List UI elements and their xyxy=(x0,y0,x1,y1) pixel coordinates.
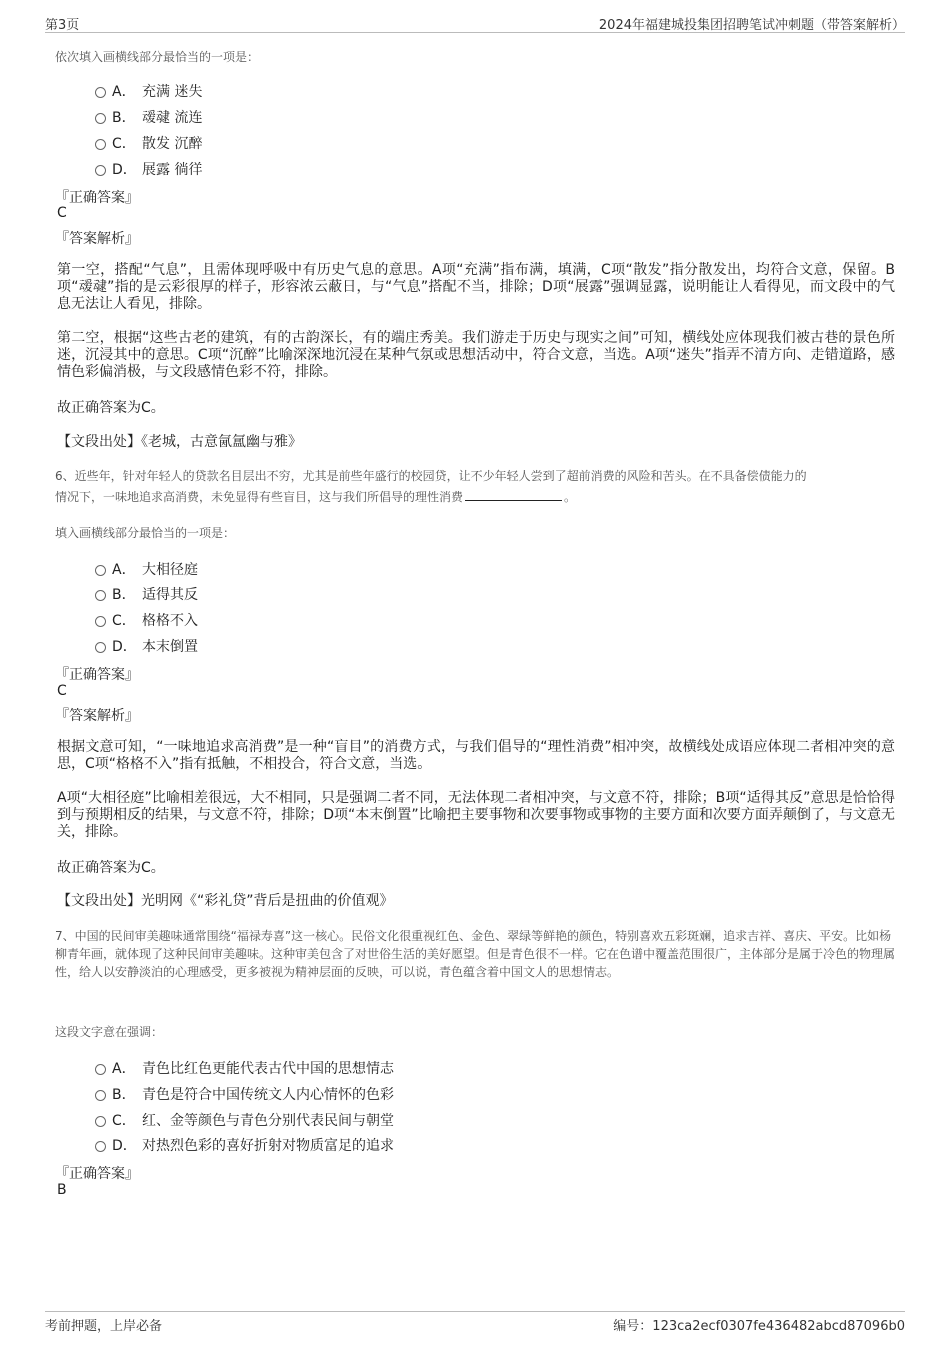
radio-icon[interactable] xyxy=(95,165,106,176)
q7-option-b[interactable]: B． 青色是符合中国传统文人内心情怀的色彩 xyxy=(95,1084,394,1104)
q5-option-c[interactable]: C． 散发 沉醉 xyxy=(95,133,202,153)
q6-option-d[interactable]: D． 本末倒置 xyxy=(95,636,198,656)
page-footer xyxy=(45,1311,905,1334)
radio-icon[interactable] xyxy=(95,616,106,627)
q5-conclusion: 故正确答案为C。 xyxy=(57,400,165,416)
q6-analysis-label: 『答案解析』 xyxy=(55,708,139,724)
q5-option-d[interactable]: D． 展露 徜徉 xyxy=(95,159,202,179)
q5-answer-label: 『正确答案』 xyxy=(55,190,139,206)
q6-prompt: 填入画横线部分最恰当的一项是： xyxy=(55,526,236,540)
q6-analysis-para-2: A项“大相径庭”比喻相差很远，大不相同，只是强调二者不同，无法体现二者相冲突，与文意不符，排除；B项“适得其反”意思是恰恰得到与预期相反的结果，与文意不符，排除；D项“本末倒置”比喻把主要事物和次要事物或事物的主要方面和次要方面弄颠倒了，与文意无关，排除。 xyxy=(57,790,895,840)
q7-option-a[interactable]: A． 青色比红色更能代表古代中国的思想情志 xyxy=(95,1058,394,1078)
q7-answer-label: 『正确答案』 xyxy=(55,1166,139,1182)
radio-icon[interactable] xyxy=(95,113,106,124)
answer-blank xyxy=(465,490,562,501)
q6-option-c[interactable]: C． 格格不入 xyxy=(95,610,198,630)
q6-option-b[interactable]: B． 适得其反 xyxy=(95,584,198,604)
radio-icon[interactable] xyxy=(95,139,106,150)
q5-answer: C xyxy=(57,205,67,221)
q5-option-b[interactable]: B． 叆叇 流连 xyxy=(95,107,202,127)
q6-stem: 6、近些年，针对年轻人的贷款名目层出不穷，尤其是前些年盛行的校园贷，让不少年轻人尝到了超前消费的风险和苦头。在不具备偿债能力的 情况下，一味地追求高消费，未免显得有些盲目，这与我们所倡导的理性消费 。 xyxy=(55,469,807,504)
radio-icon[interactable] xyxy=(95,590,106,601)
document-title: 2024年福建城投集团招聘笔试冲刺题（带答案解析） xyxy=(598,18,905,33)
q7-option-c[interactable]: C． 红、金等颜色与青色分别代表民间与朝堂 xyxy=(95,1110,394,1130)
q5-analysis-para-2: 第二空，根据“这些古老的建筑，有的古韵深长，有的端庄秀美。我们游走于历史与现实之间”可知，横线处应体现我们被古巷的景色所迷，沉浸其中的意思。C项“沉醉”比喻深深地沉浸在某种气氛或思想活动中，符合文意，当选。A项“迷失”指弄不清方向、走错道路，感情色彩偏消极，与文段感情色彩不符，排除。 xyxy=(57,330,895,380)
q5-option-a[interactable]: A． 充满 迷失 xyxy=(95,81,202,101)
q6-answer: C xyxy=(57,683,67,699)
page-header xyxy=(45,14,905,33)
radio-icon[interactable] xyxy=(95,565,106,576)
q6-option-a[interactable]: A． 大相径庭 xyxy=(95,559,198,579)
q5-analysis-para-1: 第一空，搭配“气息”，且需体现呼吸中有历史气息的意思。A项“充满”指布满，填满，C项“散发”指分散发出，均符合文意，保留。B项“叆叇”指的是云彩很厚的样子，形容浓云蔽日，与“气息”搭配不当，排除；D项“展露”强调显露，说明能让人看得见，而文段中的气息无法让人看见，排除。 xyxy=(57,262,895,312)
q6-answer-label: 『正确答案』 xyxy=(55,667,139,683)
q6-source: 【文段出处】光明网《“彩礼贷”背后是扭曲的价值观》 xyxy=(57,893,394,909)
q5-analysis-label: 『答案解析』 xyxy=(55,231,139,247)
radio-icon[interactable] xyxy=(95,1141,106,1152)
footer-slogan: 考前押题，上岸必备 xyxy=(45,1319,163,1334)
document-code: 编号：123ca2ecf0307fe436482abcd87096b0 xyxy=(613,1319,905,1334)
page-number: 第3页 xyxy=(45,18,80,33)
q7-answer: B xyxy=(57,1182,67,1198)
q6-conclusion: 故正确答案为C。 xyxy=(57,860,165,876)
radio-icon[interactable] xyxy=(95,87,106,98)
q5-source: 【文段出处】《老城，古意氤氲幽与雅》 xyxy=(57,434,302,450)
radio-icon[interactable] xyxy=(95,1116,106,1127)
q7-prompt: 这段文字意在强调： xyxy=(55,1025,164,1039)
radio-icon[interactable] xyxy=(95,1064,106,1075)
q7-stem: 7、中国的民间审美趣味通常围绕“福禄寿喜”这一核心。民俗文化很重视红色、金色、翠绿等鲜艳的颜色，特别喜欢五彩斑斓，追求吉祥、喜庆、平安。比如杨柳青年画，就体现了这种民间审美趣味。这种审美包含了对世俗生活的美好愿望。但是青色很不一样。它在色谱中覆盖范围很广，主体部分是属于冷色的物理属性，给人以安静淡泊的心理感受，更多被视为精神层面的反映，可以说，青色蕴含着中国文人的思想情志。 xyxy=(55,929,896,979)
q6-analysis-para-1: 根据文意可知，“一味地追求高消费”是一种“盲目”的消费方式，与我们倡导的“理性消费”相冲突，故横线处成语应体现二者相冲突的意思，C项“格格不入”指有抵触，不相投合，符合文意，当选。 xyxy=(57,739,895,772)
q7-option-d[interactable]: D． 对热烈色彩的喜好折射对物质富足的追求 xyxy=(95,1135,394,1155)
radio-icon[interactable] xyxy=(95,642,106,653)
q5-prompt: 依次填入画横线部分最恰当的一项是： xyxy=(55,50,260,64)
radio-icon[interactable] xyxy=(95,1090,106,1101)
